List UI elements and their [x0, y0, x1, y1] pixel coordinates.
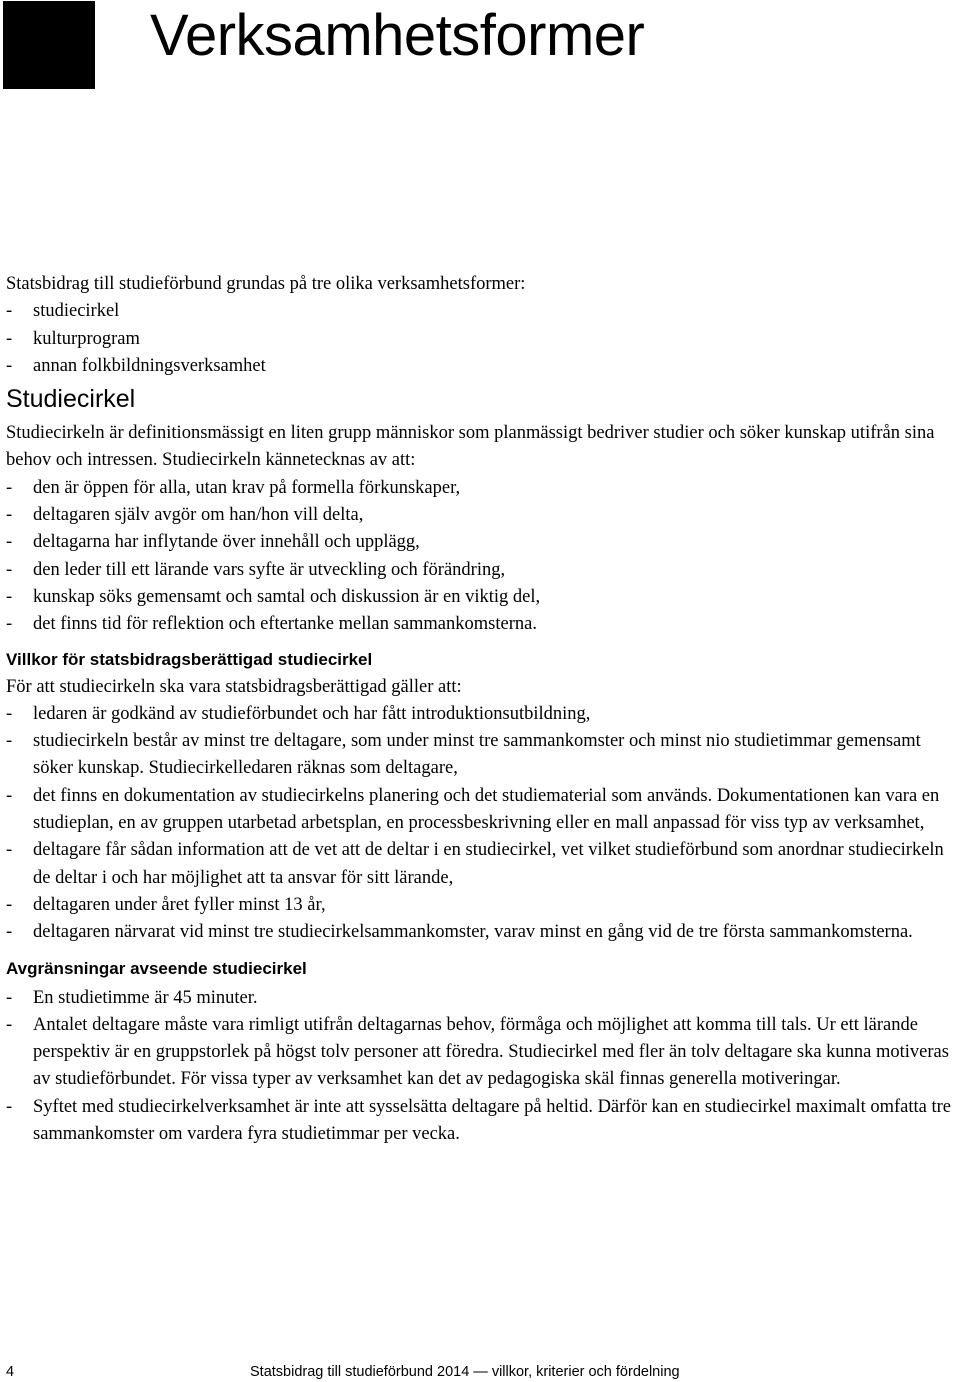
list-item: - kunskap söks gemensamt och samtal och diskussion är en viktig del,	[6, 584, 958, 611]
list-item: - studiecirkel	[6, 298, 958, 325]
section-heading-studiecirkel: Studiecirkel	[6, 385, 136, 414]
avgransningar-list	[6, 985, 958, 1149]
list-item: - Antalet deltagare måste vara rimligt utifrån deltagarnas behov, förmåga och möjlighet att komma till tals. Ur ett lärande perspektiv är en gruppstorlek på högst tolv personer att föredra. Studiecirkel med fler än tolv deltagare ska kunna motiveras av studieförbundet. För vissa typer av verksamhet kan det av pedagogiska skäl finnas generella motiveringar.	[6, 1012, 958, 1094]
list-item: - studiecirkeln består av minst tre deltagare, som under minst tre sammankomster och minst nio studietimmar gemensamt söker kunskap. Studiecirkelledaren räknas som deltagare,	[6, 728, 958, 783]
header-black-square	[3, 1, 95, 89]
studiecirkel-traits-list	[6, 475, 958, 639]
list-item: - annan folkbildningsverksamhet	[6, 353, 958, 380]
villkor-list	[6, 701, 958, 947]
list-item: - deltagaren själv avgör om han/hon vill delta,	[6, 502, 958, 529]
list-item: - ledaren är godkänd av studieförbundet och har fått introduktionsutbildning,	[6, 701, 958, 728]
list-item: - En studietimme är 45 minuter.	[6, 985, 958, 1012]
list-item: - den är öppen för alla, utan krav på formella förkunskaper,	[6, 475, 958, 502]
list-item: - deltagaren närvarat vid minst tre studiecirkelsammankomster, varav minst en gång vid de tre första sammankomsterna.	[6, 919, 958, 946]
document-body	[6, 271, 958, 1148]
page-title: Verksamhetsformer	[150, 3, 645, 68]
list-item: - deltagarna har inflytande över innehåll och upplägg,	[6, 529, 958, 556]
intro-list	[6, 298, 958, 380]
list-item: - det finns tid för reflektion och eftertanke mellan sammankomsterna.	[6, 611, 958, 638]
list-item: - deltagaren under året fyller minst 13 år,	[6, 892, 958, 919]
list-item: - kulturprogram	[6, 326, 958, 353]
intro-text: Statsbidrag till studieförbund grundas på tre olika verksamhetsformer:	[6, 274, 526, 294]
section-heading-villkor: Villkor för statsbidragsberättigad studiecirkel	[6, 649, 373, 669]
footer-text: Statsbidrag till studieförbund 2014 — villkor, kriterier och fördelning	[250, 1364, 680, 1380]
section-heading-avgransningar: Avgränsningar avseende studiecirkel	[6, 958, 307, 978]
page-number: 4	[6, 1364, 15, 1380]
list-item: - Syftet med studiecirkelverksamhet är inte att sysselsätta deltagare på heltid. Därför kan en studiecirkel maximalt omfatta tre sammankomster om vardera fyra studietimmar per vecka.	[6, 1094, 958, 1149]
list-item: - den leder till ett lärande vars syfte är utveckling och förändring,	[6, 557, 958, 584]
studiecirkel-definition: Studiecirkeln är definitionsmässigt en liten grupp människor som planmässigt bedriver studier och söker kunskap utifrån sina behov och intressen. Studiecirkeln kännetecknas av att:	[6, 423, 935, 471]
villkor-intro: För att studiecirkeln ska vara statsbidragsberättigad gäller att:	[6, 676, 462, 697]
page-footer	[0, 1362, 960, 1382]
list-item: - deltagare får sådan information att de vet att de deltar i en studiecirkel, vet vilket studieförbund som anordnar studiecirkeln de deltar i och har möjlighet att ta ansvar för sitt lärande,	[6, 837, 958, 892]
list-item: - det finns en dokumentation av studiecirkelns planering och det studiematerial som används. Dokumentationen kan vara en studieplan, en av gruppen utarbetad arbetsplan, en processbeskrivning eller en mall anpassad för viss typ av verksamhet,	[6, 783, 958, 838]
